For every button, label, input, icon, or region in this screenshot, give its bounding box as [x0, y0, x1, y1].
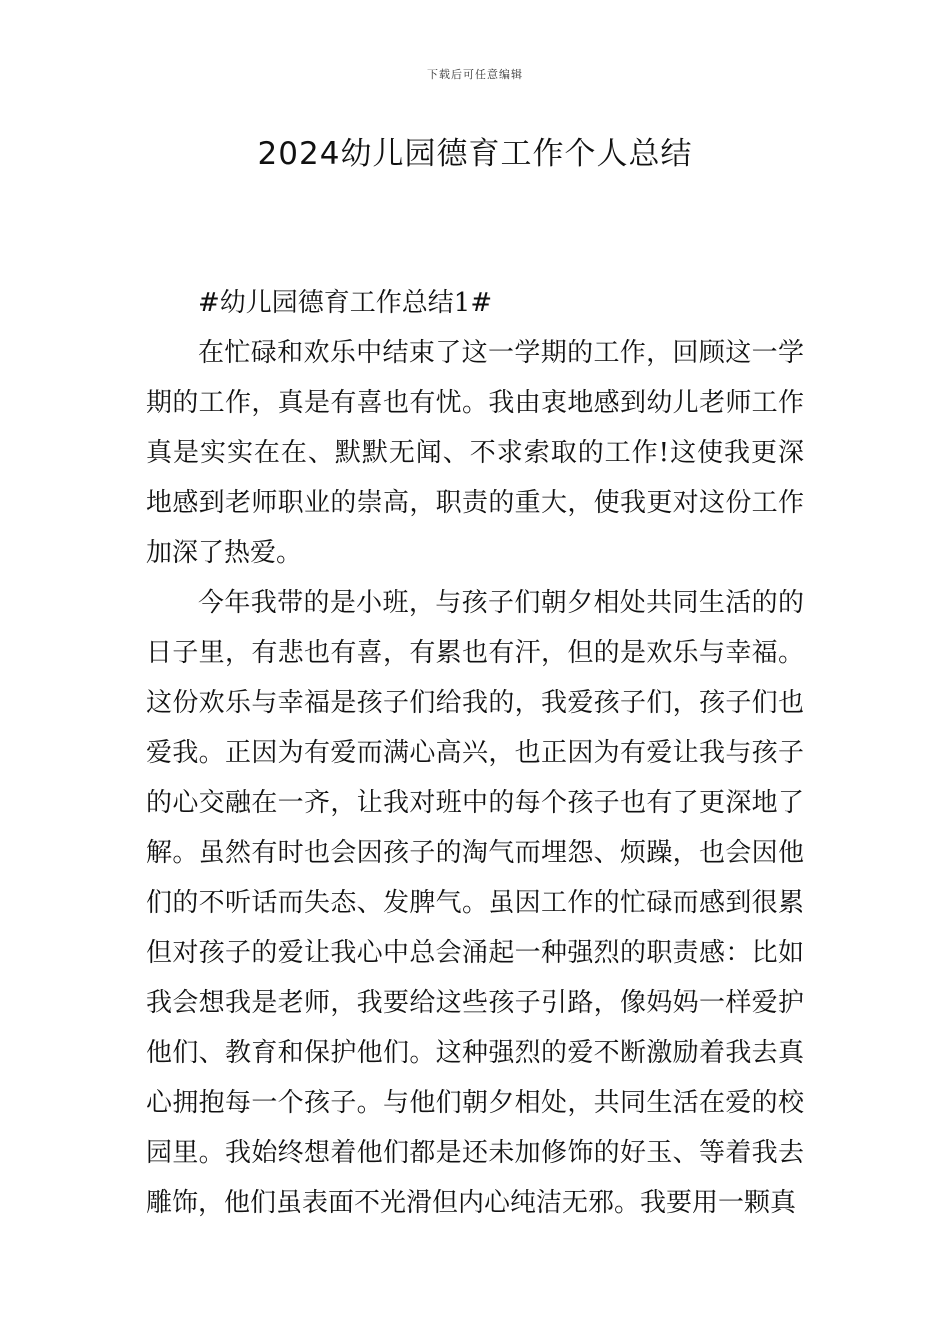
paragraph-1: 在忙碌和欢乐中结束了这一学期的工作，回顾这一学期的工作，真是有喜也有忧。我由衷地感到幼儿老师工作真是实实在在、默默无闻、不求索取的工作!这使我更深地感到老师职业的崇高，职责的重大，使我更对这份工作加深了热爱。: [146, 338, 804, 568]
paragraph-2: 今年我带的是小班，与孩子们朝夕相处共同生活的的日子里，有悲也有喜，有累也有汗，但的是欢乐与幸福。这份欢乐与幸福是孩子们给我的，我爱孩子们，孩子们也爱我。正因为有爱而满心高兴，也正因为有爱让我与孩子的心交融在一齐，让我对班中的每个孩子也有了更深地了解。虽然有时也会因孩子的淘气而埋怨、烦躁，也会因他们的不听话而失态、发脾气。虽因工作的忙碌而感到很累但对孩子的爱让我心中总会涌起一种强烈的职责感：比如我会想我是老师，我要给这些孩子引路，像妈妈一样爱护他们、教育和保护他们。这种强烈的爱不断激励着我去真心拥抱每一个孩子。与他们朝夕相处，共同生活在爱的校园里。我始终想着他们都是还未加修饰的好玉、等着我去雕饰，他们虽表面不光滑但内心纯洁无邪。我要用一颗真: [146, 588, 804, 1218]
document-title: 2024幼儿园德育工作个人总结: [257, 136, 693, 172]
section-heading: #幼儿园德育工作总结1#: [198, 288, 493, 318]
header-note: 下载后可任意编辑: [427, 68, 523, 81]
document-body: [146, 278, 804, 1228]
